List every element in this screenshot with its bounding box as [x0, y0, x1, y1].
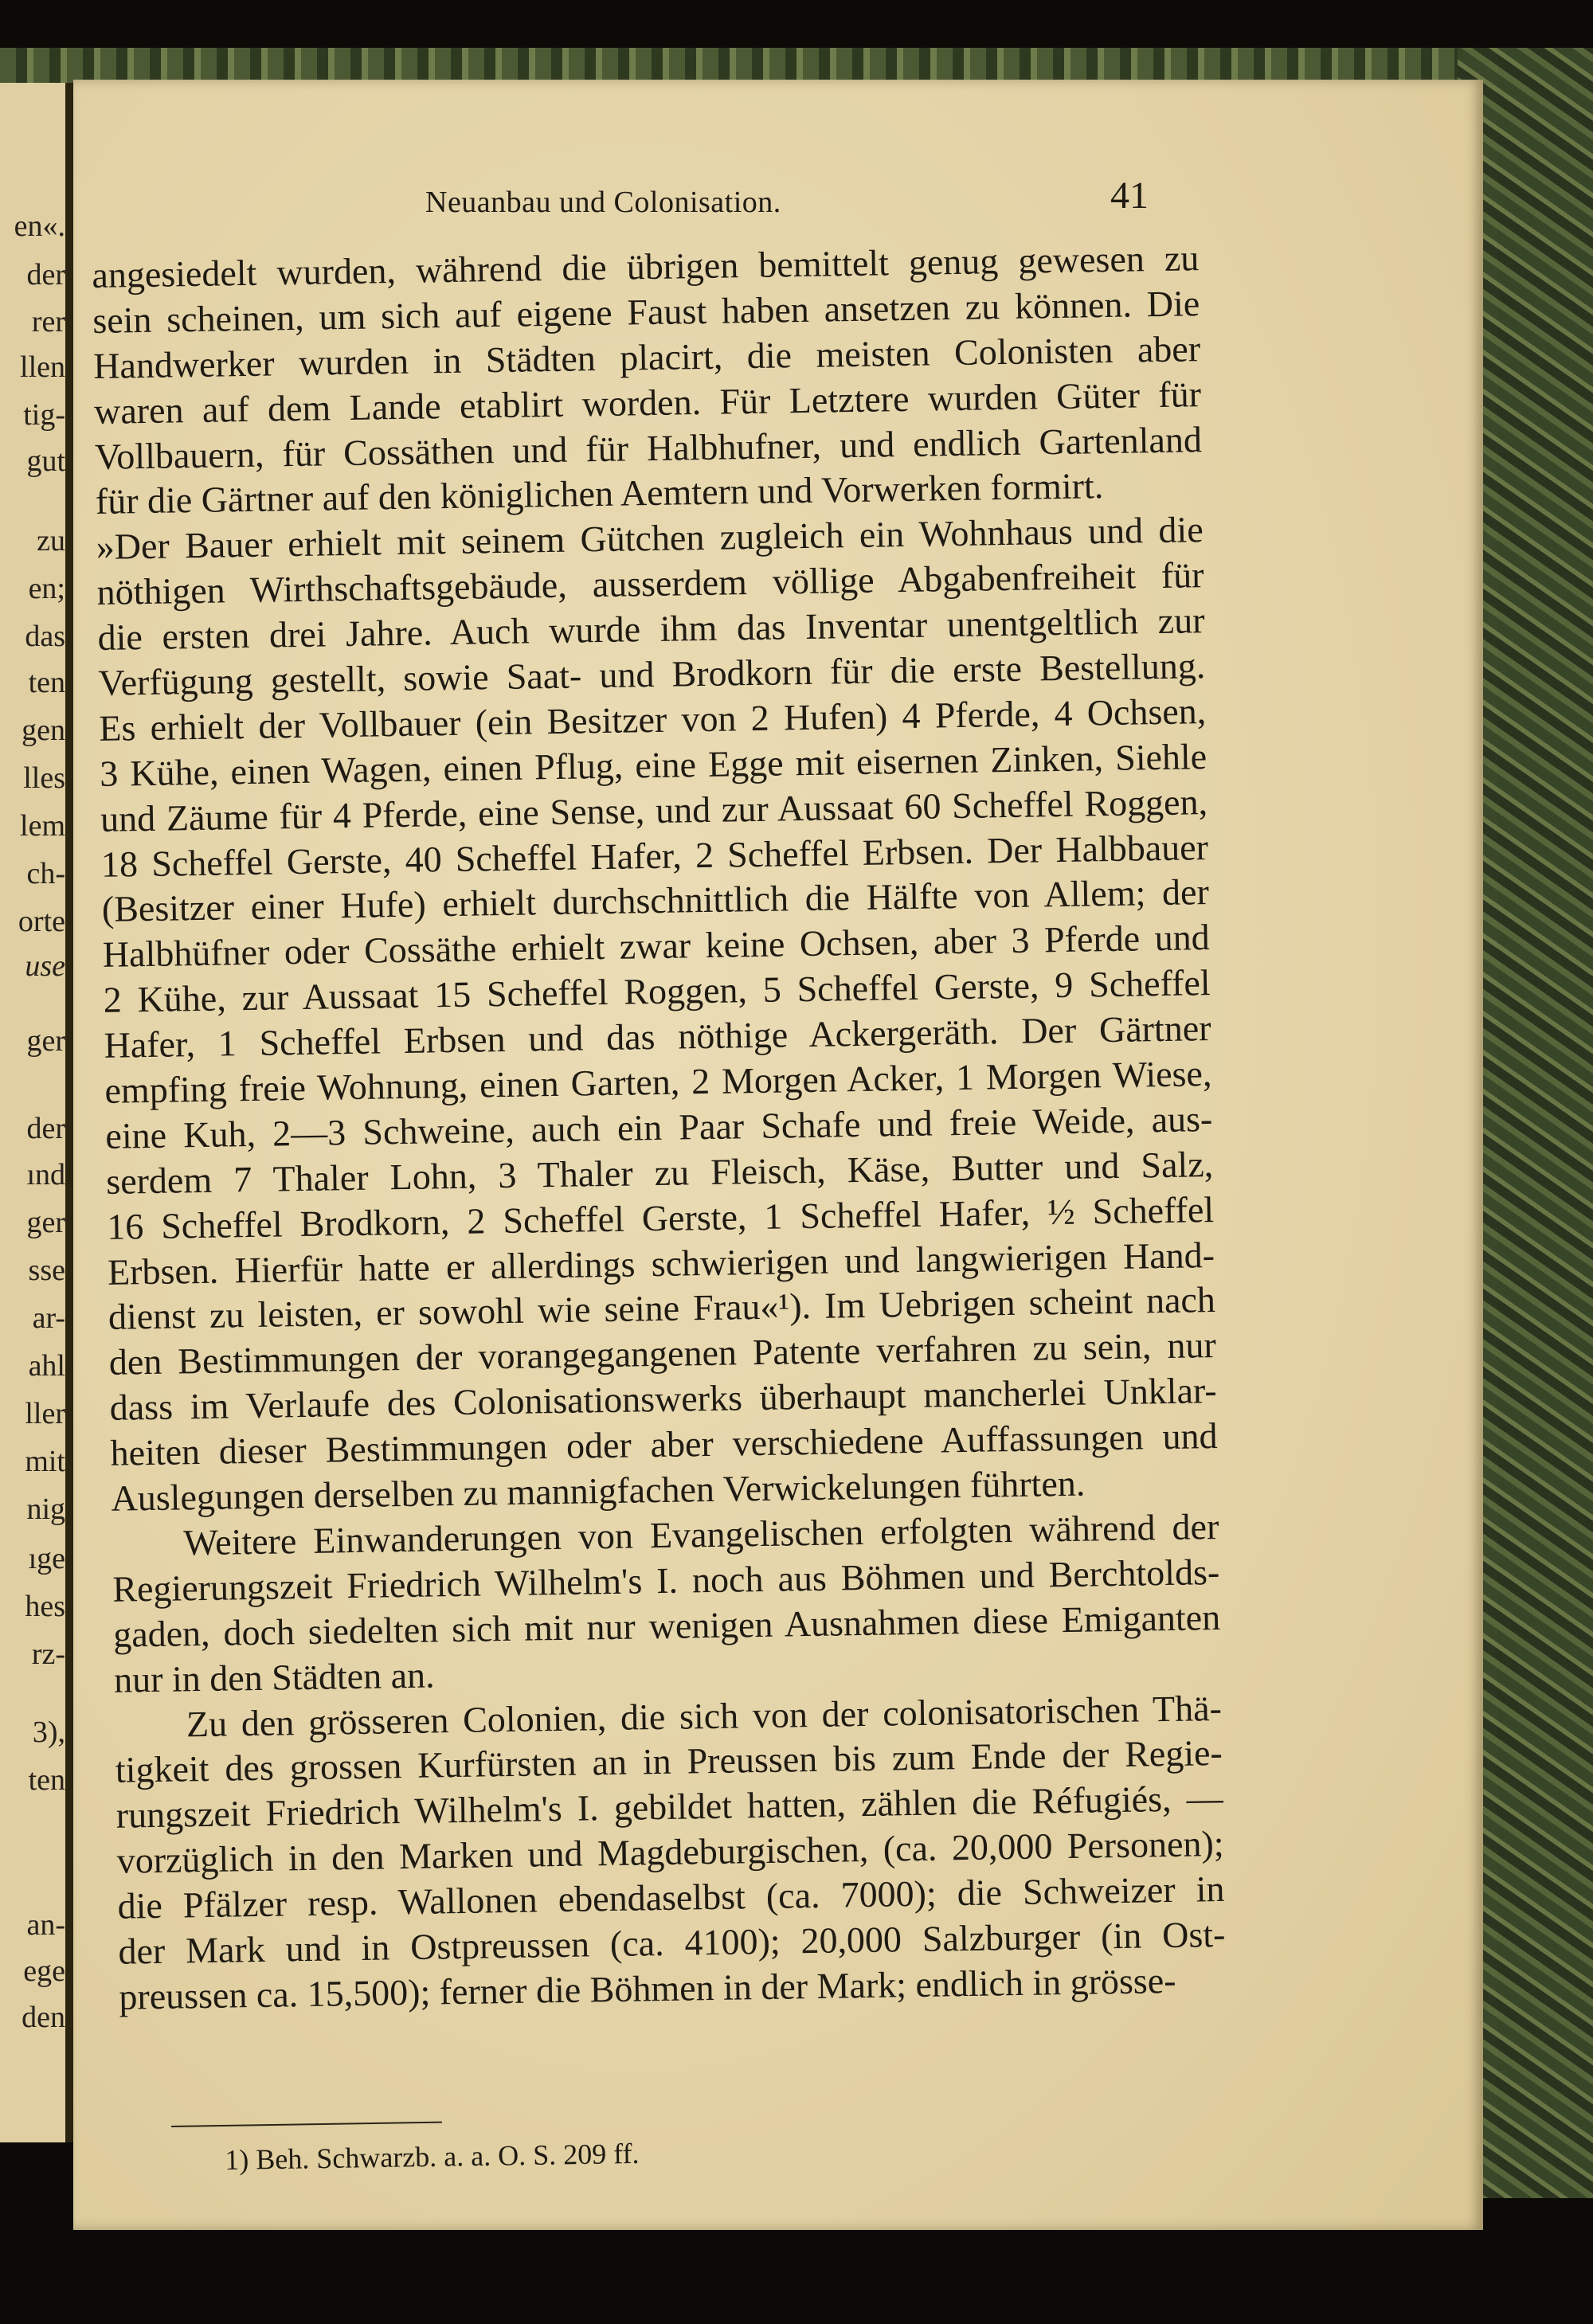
- facing-page-fragment: das: [25, 620, 65, 653]
- facing-page-fragment: 3),: [32, 1716, 65, 1749]
- running-head: Neuanbau und Colonisation.: [425, 186, 781, 219]
- text-line: angesiedelt wurden, während die übrigen bemittelt genug gewesen zu: [92, 237, 1200, 295]
- text-line: eine Kuh, 2—3 Schweine, auch ein Paar Schafe und freie Weide, aus-: [105, 1097, 1213, 1156]
- text-line: und Zäume für 4 Pferde, eine Sense, und zur Aussaat 60 Scheffel Roggen,: [100, 781, 1208, 839]
- page-header: [73, 174, 1483, 229]
- facing-page-fragment: ten: [28, 1763, 65, 1797]
- text-line: rungszeit Friedrich Wilhelm's I. gebildet hatten, zählen die Réfugiés, —: [115, 1778, 1224, 1837]
- text-line: waren auf dem Lande etablirt worden. Für Letztere wurden Güter für: [93, 373, 1202, 432]
- facing-page-fragment: ahl: [28, 1349, 65, 1383]
- facing-page-fragment: ch-: [26, 857, 65, 890]
- facing-page-fragment: llen: [20, 350, 65, 384]
- text-line: den Bestimmungen der vorangegangenen Patente verfahren zu sein, nur: [108, 1324, 1217, 1383]
- facing-page-fragment: rz-: [31, 1637, 65, 1671]
- page-number: 41: [1110, 174, 1149, 217]
- text-line: serdem 7 Thaler Lohn, 3 Thaler zu Fleisch, Käse, Butter und Salz,: [105, 1143, 1214, 1202]
- text-line: Regierungszeit Friedrich Wilhelm's I. noch aus Böhmen und Berchtolds-: [112, 1551, 1220, 1610]
- text-line: heiten dieser Bestimmungen oder aber verschiedene Auffassungen und: [110, 1415, 1218, 1473]
- facing-page-fragment: ar-: [32, 1301, 65, 1335]
- text-line: Auslegungen derselben zu mannigfachen Verwickelungen führten.: [111, 1462, 1086, 1519]
- facing-page-fragment: ger: [26, 1206, 65, 1239]
- facing-page-fragment: gut: [26, 444, 65, 478]
- footnote-rule: [171, 2122, 442, 2127]
- facing-page-fragment: der: [26, 258, 65, 291]
- text-line: die ersten drei Jahre. Auch wurde ihm das Inventar unentgeltlich zur: [97, 600, 1205, 659]
- facing-page-fragment: ger: [26, 1024, 65, 1058]
- text-line: Zu den grösseren Colonien, die sich von der colonisatorischen Thä-: [186, 1687, 1223, 1744]
- facing-page-fragment: sse: [28, 1254, 65, 1287]
- facing-page-fragment: ıge: [28, 1542, 65, 1575]
- text-line: 16 Scheffel Brodkorn, 2 Scheffel Gerste, 1 Scheffel Hafer, ½ Scheffel: [106, 1188, 1215, 1247]
- text-line: für die Gärtner auf den königlichen Aemtern und Vorwerken formirt.: [95, 465, 1104, 522]
- text-line: Halbhüfner oder Cossäthe erhielt zwar keine Ochsen, aber 3 Pferde und: [102, 917, 1211, 976]
- text-line: die Pfälzer resp. Wallonen ebendaselbst (ca. 7000); die Schweizer in: [117, 1868, 1225, 1927]
- facing-page-fragment: ınd: [26, 1158, 65, 1191]
- text-line: 18 Scheffel Gerste, 40 Scheffel Hafer, 2 Scheffel Erbsen. Der Halbbauer: [100, 826, 1209, 885]
- facing-page-fragment: zu: [37, 524, 65, 558]
- text-line: Weitere Einwanderungen von Evangelischen erfolgten während der: [183, 1505, 1219, 1563]
- text-line: der Mark und in Ostpreussen (ca. 4100); 20,000 Salzburger (in Ost-: [118, 1913, 1226, 1972]
- text-line: Erbsen. Hierfür hatte er allerdings schwierigen und langwierigen Hand-: [107, 1234, 1215, 1293]
- text-line: dienst zu leisten, er sowohl wie seine Frau«¹). Im Uebrigen scheint nach: [108, 1279, 1216, 1338]
- facing-page-fragment: ege: [23, 1954, 65, 1988]
- text-line: nur in den Städten an.: [113, 1654, 435, 1700]
- text-line: »Der Bauer erhielt mit seinem Gütchen zugleich ein Wohnhaus und die: [96, 509, 1204, 568]
- facing-page-fragment: en;: [28, 572, 65, 605]
- facing-page-fragment: nig: [26, 1493, 65, 1526]
- facing-page-fragment: lles: [23, 761, 65, 795]
- text-line: gaden, doch siedelten sich mit nur wenigen Ausnahmen diese Emiganten: [112, 1596, 1221, 1655]
- facing-page-fragment: an-: [26, 1908, 65, 1942]
- facing-page-fragment: orte: [18, 905, 65, 938]
- text-line: tigkeit des grossen Kurfürsten an in Preussen bis zum Ende der Regie-: [115, 1732, 1223, 1791]
- facing-page-fragment: ller: [25, 1397, 65, 1430]
- body-text: [92, 236, 1227, 2020]
- facing-page-fragment: rer: [31, 305, 65, 338]
- text-line: Verfügung gestellt, sowie Saat- und Brodkorn für die erste Bestellung.: [98, 645, 1206, 703]
- text-line: 3 Kühe, einen Wagen, einen Pflug, eine Egge mit eisernen Zinken, Siehle: [99, 735, 1207, 794]
- book-top-edge: [0, 48, 1481, 83]
- facing-page-fragment: en«.: [14, 209, 65, 243]
- text-line: preussen ca. 15,500); ferner die Böhmen in der Mark; endlich in grösse-: [118, 1959, 1176, 2017]
- text-line: dass im Verlaufe des Colonisationswerks überhaupt mancherlei Unklar-: [109, 1370, 1218, 1429]
- text-line: (Besitzer einer Hufe) erhielt durchschnittlich die Hälfte von Allem; der: [101, 871, 1210, 930]
- facing-page-fragment: den: [22, 2001, 65, 2034]
- footnote: 1) Beh. Schwarzb. a. a. O. S. 209 ff.: [225, 2137, 640, 2176]
- text-line: Handwerker wurden in Städten placirt, die meisten Colonisten aber: [92, 327, 1201, 386]
- facing-page-fragment: mit: [25, 1445, 65, 1478]
- facing-page-fragment: tig-: [23, 398, 65, 432]
- text-line: sein scheinen, um sich auf eigene Faust haben ansetzen zu können. Die: [92, 283, 1200, 341]
- facing-page-fragment: use: [25, 949, 65, 983]
- facing-page-fragment: der: [26, 1112, 65, 1145]
- facing-page-fragment: ten: [28, 666, 65, 699]
- text-line: Es erhielt der Vollbauer (ein Besitzer von 2 Hufen) 4 Pferde, 4 Ochsen,: [98, 691, 1207, 749]
- text-line: vorzüglich in den Marken und Magdeburgischen, (ca. 20,000 Personen);: [116, 1823, 1224, 1881]
- text-line: Vollbauern, für Cossäthen und für Halbhufner, und endlich Gartenland: [94, 418, 1203, 477]
- text-line: nöthigen Wirthschaftsgebäude, ausserdem völlige Abgabenfreiheit für: [96, 554, 1204, 613]
- text-line: 2 Kühe, zur Aussaat 15 Scheffel Roggen, 5 Scheffel Gerste, 9 Scheffel: [103, 962, 1211, 1021]
- facing-page-fragment: gen: [22, 714, 65, 747]
- facing-page-edge: [0, 72, 73, 2142]
- text-line: empfing freie Wohnung, einen Garten, 2 Morgen Acker, 1 Morgen Wiese,: [104, 1053, 1212, 1111]
- text-line: Hafer, 1 Scheffel Erbsen und das nöthige Ackergeräth. Der Gärtner: [104, 1007, 1211, 1066]
- facing-page-fragment: hes: [25, 1590, 65, 1623]
- facing-page-fragment: lem: [20, 809, 65, 843]
- book-page: [73, 80, 1483, 2230]
